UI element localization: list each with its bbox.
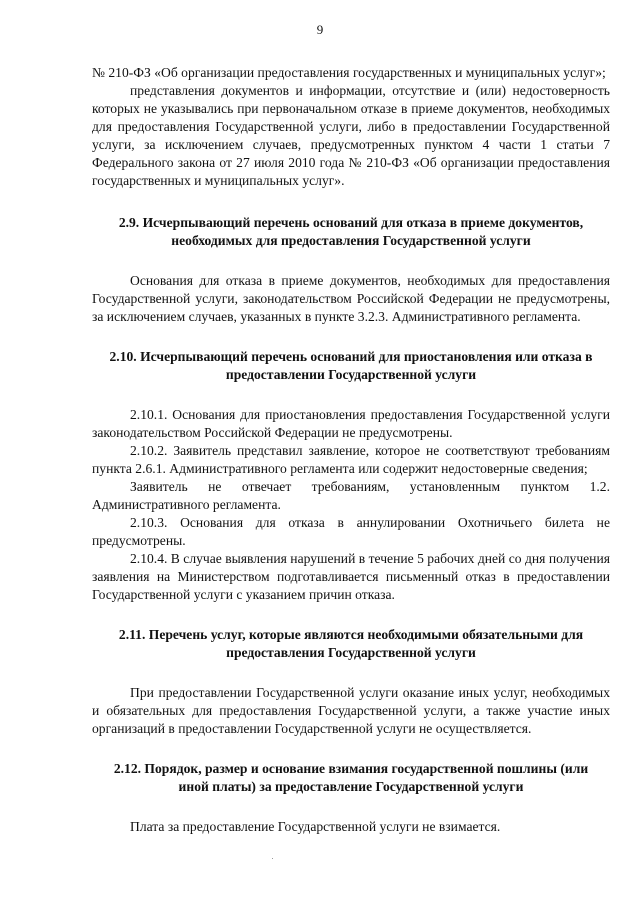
section-heading-2-12: 2.12. Порядок, размер и основание взимания государственной пошлины (или иной платы) за предоставление Государственной услуги [113,761,589,794]
section-heading-2-9: 2.9. Исчерпывающий перечень оснований для отказа в приеме документов, необходимых для предоставления Государственной услуги [118,215,584,248]
section-heading-2-11: 2.11. Перечень услуг, которые являются необходимыми обязательными для предоставления Государственной услуги [118,627,584,660]
paragraph: Плата за предоставление Государственной услуги не взимается. [130,819,501,834]
paragraph: Основания для отказа в приеме документов, необходимых для предоставления Государственной услуги, законодательством Российской Федерации не предусмотрены, за исключением случаев, указанных в пункте 3.2.3. Административного регламента. [92,273,610,324]
paragraph: 2.10.1. Основания для приостановления предоставления Государственной услуги законодательством Российской Федерации не предусмотрены. [92,407,610,440]
paragraph: 2.10.3. Основания для отказа в аннулировании Охотничьего билета не предусмотрены. [92,515,610,548]
paragraph: представления документов и информации, отсутствие и (или) недостоверность которых не указывались при первоначальном отказе в приеме документов, необходимых для предоставления Государственной услуги, либо в предоставлении Государственной услуги, за исключением случаев, предусмотренных пунктом 4 части 1 статьи 7 Федерального закона от 27 июля 2010 года № 210-ФЗ «Об организации предоставления государственных и муниципальных услуг». [92,83,610,188]
paragraph: Заявитель не отвечает требованиям, установленным пунктом 1.2. Административного регламента. [92,479,610,512]
document-body [92,64,610,836]
paragraph: 2.10.2. Заявитель представил заявление, которое не соответствуют требованиям пункта 2.6.1. Административного регламента или содержит недостоверные сведения; [92,443,610,476]
scan-speck [272,858,273,859]
section-heading-2-10: 2.10. Исчерпывающий перечень оснований для приостановления или отказа в предоставлении Государственной услуги [109,349,593,382]
paragraph-continuation: № 210-ФЗ «Об организации предоставления государственных и муниципальных услуг»; [92,65,606,80]
paragraph: 2.10.4. В случае выявления нарушений в течение 5 рабочих дней со дня получения заявления на Министерством подготавливается письменный отказ в предоставлении Государственной услуги с указанием причин отказа. [92,551,610,602]
page-number: 9 [316,22,324,37]
paragraph: При предоставлении Государственной услуги оказание иных услуг, необходимых и обязательных для предоставления Государственной услуги, а также участие иных организаций в предоставлении Государственной услуги не осуществляется. [92,685,610,736]
